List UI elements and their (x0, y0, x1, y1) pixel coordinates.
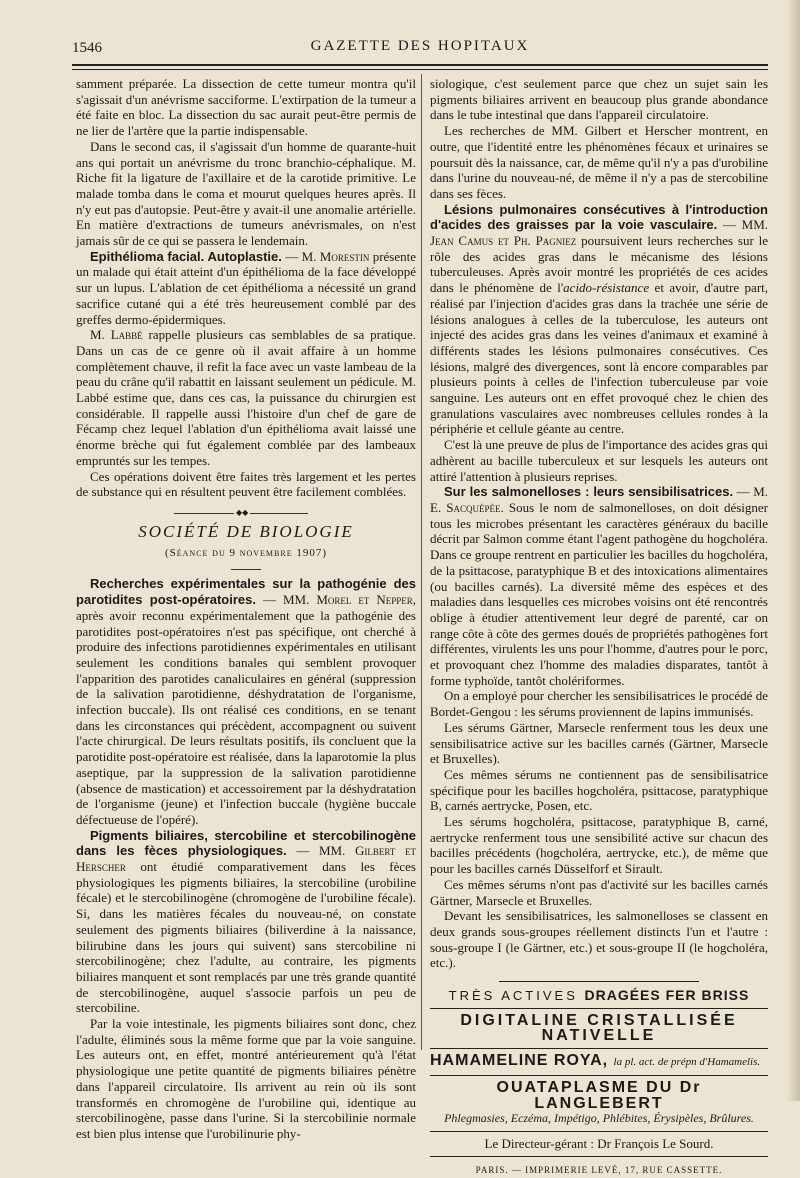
author-name: MM. Jean Camus et Ph. Pagniez (430, 217, 769, 249)
paragraph: Ces opérations doivent être faites très largement et les pertes de substance qui en résultent peuvent être facilement comblées. (76, 468, 416, 500)
ad-prefix: TRÈS ACTIVES (448, 988, 578, 1004)
author-name: MM. Morel et Nepper, (283, 592, 417, 608)
author-name: M. E. Sacquépée. (430, 484, 769, 515)
society-title: SOCIÉTÉ DE BIOLOGIE (138, 521, 354, 541)
section-text: poursuivent leurs recherches sur le rôle des acides gras dans le mécanisme des lésions tuberculeuses. Après avoir montré les propriétés de ces acides dans le phénomène de l' (430, 233, 768, 296)
section-pigments (76, 828, 416, 1016)
paragraph (76, 327, 416, 468)
dash: — (736, 484, 754, 500)
advertisements (430, 981, 768, 1178)
dash: — (263, 592, 283, 608)
section-parotidites (76, 576, 416, 827)
ad-indications: Phlegmasies, Eczéma, Impétigo, Phlébites, Érysipèles, Brûlures. (444, 1111, 754, 1126)
header-rule-top (72, 64, 768, 66)
ad-digitaline: DIGITALINE CRISTALLISÉE NATIVELLE (460, 1011, 738, 1045)
author-name: M. Labbé (90, 327, 143, 343)
section-salmonelloses (430, 484, 768, 688)
paragraph: Les recherches de MM. Gilbert et Herscher montrent, en outre, que l'identité entre les phénomènes fécaux et urinaires se poursuit dès la naissance, car, de même qu'il n'y a pas d'urobiline dans l'urine du nouveau-né, de même il n'y a pas de stercobiline dans ses fèces. (430, 123, 768, 201)
paragraph: Ces mêmes sérums ne contiennent pas de sensibilisatrice spécifique pour les bacilles hogcholéra, psittacose, paratyphique B, carnés aertrycke, Posen, etc. (430, 766, 768, 814)
director-signature: Le Directeur-gérant : Dr François Le Sourd. (484, 1136, 714, 1151)
section-text: rappelle plusieurs cas semblables de sa pratique. Dans un cas de ce genre où il avait affaire à un homme complètement chauve, il refit la face avec un vaste lambeau de la peau du crâne qu'il rabattit en laissant seulement un pédicule. M. Labbé estime que, dans ces cas, la puissance du chirurgien est considérable. Il rappelle aussi l'histoire d'un chef de gare de Fécamp chez lequel l'ablation d'un épithélioma avait laissé une énorme brèche qui fut également comblée par des lambeaux empruntés sur les tempes. (76, 327, 416, 468)
dash: — (296, 843, 319, 859)
section-text: présente un malade qui était atteint d'un épithélioma de la face développé sur un lupus. L'ablation de cet épithélioma a nécessité un grand sacrifice cutané qui a été très heureusement comblé par des greffes dermo-épidermiques. (76, 248, 417, 327)
column-divider (421, 74, 422, 1050)
paragraph: On a employé pour chercher les sensibilisatrices le procédé de Bordet-Gengou : les sérums proviennent de lapins immunisés. (430, 688, 768, 720)
author-name: M. Morestin (301, 248, 370, 264)
dash: — (722, 217, 742, 233)
ad-hamameline (430, 1053, 768, 1071)
section-title: Lésions pulmonaires consécutives à l'introduction d'acides des graisses par la voie vasculaire. (430, 201, 768, 233)
italic-term: acido-résistance (563, 280, 650, 296)
author-name: MM. Gilbert et Herscher (76, 843, 416, 875)
left-column (76, 76, 416, 1142)
short-divider (231, 569, 261, 570)
paragraph: Par la voie intestinale, les pigments biliaires sont donc, chez l'adulte, éliminés sous la même forme que par la voie sanguine. Les auteurs ont, en effet, montré antérieurement qu'à l'état physiologique une petite quantité de pigments biliaires pénètre dans l'appareil circulatoire. Ils arrivent au rein où ils sont transformés en chromogène de l'urobiline qui, identique au stercobilinogène, passe dans l'urine. Si la stercobilinie normale est bien plus intense que l'urobilinurie phy- (76, 1016, 416, 1141)
header-rule-bottom (72, 69, 768, 70)
section-title: Recherches expérimentales sur la pathogénie des parotidites post-opératoires. (76, 576, 416, 608)
ad-divider (430, 1075, 768, 1076)
dash: — (285, 248, 302, 264)
paragraph: Devant les sensibilisatrices, les salmonelloses se classent en deux grands sous-groupes réellement distincts l'un et l'autre : sous-groupe I (le Gärtner, etc.) et sous-groupe II (le hogcholéra, etc.). (430, 908, 768, 971)
ad-divider (499, 981, 699, 982)
ad-brand: HAMAMELINE ROYA, (430, 1052, 609, 1070)
ad-brand: DRAGÉES FER BRISS (584, 987, 750, 1004)
section-lesions-pulmonaires (430, 202, 768, 438)
section-title: Sur les salmonelloses : leurs sensibilisatrices. (444, 484, 734, 500)
paragraph: Dans le second cas, il s'agissait d'un homme de quarante-huit ans qui portait un anévrisme du tronc branchio-céphalique. M. Riche fit la ligature de l'axillaire et de la carotide primitive. Le malade tomba dans le coma et mourut quelques heures après. Il n'y eut pas d'autopsie. Peut-être y avait-il une anomalie artérielle. En matière d'extractions de tumeurs anévrismales, on n'est jamais sûr de ce qui se passera le lendemain. (76, 138, 416, 249)
section-text: après avoir reconnu expérimentalement que la pathogénie des parotidites post-opératoires n'est pas spécifique, ont cherché à produire des infections parotidiennes expérimentales en utilisant seulement les conditions banales qui semblent provoquer l'apparition des parotides canaliculaires en général (suppression de la salivation parotidienne, déshydratation de l'organisme, infection buccale). Ils ont réalisé ces conditions, en se tenant dans les circonstances qui précèdent, accompagnent ou suivent l'acte chirurgical. De leurs résultats positifs, ils concluent que la parotidite post-opératoire est réalisée, dans la laparotomie la plus aseptique, par la suppression de la salivation parotidienne (absence de mastication) et accessoirement par la déshydratation de l'organisme (jeune) et l'infection buccale (hygiène buccale défectueuse de l'opéré). (76, 607, 416, 827)
section-title: Pigments biliaires, stercobiline et stercobilinogène dans les fèces physiologiques. (76, 827, 416, 859)
page-edge-shadow (786, 0, 800, 1101)
paragraph: Ces mêmes sérums n'ont pas d'activité sur les bacilles carnés Gärtner, Marsecle et Bruxelles. (430, 876, 768, 908)
page-number: 1546 (72, 40, 102, 56)
section-text: ont étudié comparativement dans les fèces physiologiques les pigments biliaires, la stercobiline (urobiline fécale) et le stercobilinogène (chromogène de l'urobiline fécale). Si, dans les matières fécales du nouveau-né, on constate seulement des pigments biliaires (biliverdine à la naissance, bilirubine dans les jours qui suivent) sans stercobiline ni stercobilinogène; chez l'adulte, au contraire, les pigments biliaires manquent et sont remplacés par une très grande quantité de stercobilinogène, auquel s'associe parfois un peu de stercobiline. (76, 859, 416, 1016)
ad-ouataplasme: OUATAPLASME DU Dr LANGLEBERT (496, 1078, 702, 1112)
ad-divider (430, 1131, 768, 1132)
page-header (72, 34, 768, 66)
section-text: Sous le nom de salmonelloses, on doit désigner tous les microbes présentant les caractères généraux du bacille décrit par Salmon comme étant l'agent pathogène du hogcholéra. Dans ce groupe rentrent en particulier les bacilles du hogcholéra, de la psittacose, paratyphique B et des intoxications alimentaires (ou bacilles carnés). La diversité même des espèces et des maladies dans lesquelles ces microbes voisins ont été rencontrés oblige à étudier attentivement leur degré de parenté, car on range côte à côte des germes doués de propriétés pathogènes fort différentes, virulents les uns pour l'homme, d'autres pour le porc, et provoquant chez l'homme des maladies disparates, tantôt à forme typhoïde, tantôt cholériformes. (430, 499, 768, 688)
section-epithelioma (76, 249, 416, 328)
journal-title: GAZETTE DES HOPITAUX (310, 38, 530, 54)
paragraph: samment préparée. La dissection de cette tumeur montra qu'il s'agissait d'un anévrisme sacciforme. L'extirpation de la tumeur a été faite en bloc. La dissection du sac aurait peut-être permis de ne lier de l'artère que la partie indispensable. (76, 76, 416, 139)
section-text: et avoir, d'autre part, réalisé par l'injection d'acides gras dans la trachée une série de lésions analogues à celles de la tuberculose, les auteurs ont injecté des acides gras dans les veines d'animaux et examiné à différents stades les lésions pulmonaires consécutives. Ces lésions, malgré des divergences, sont là encore comparables par plusieurs points à celles de l'infection tuberculeuse par voie sanguine. Les auteurs ont en effet provoqué chez le chien des granulations vasculaires avec nombreuses cellules rondes à la périphérie et cellule géante au centre. (430, 280, 769, 437)
paragraph: siologique, c'est seulement parce que chez un sujet sain les pigments biliaires arrivent en beaucoup plus grande abondance dans le tube intestinal que dans l'appareil circulatoire. (430, 76, 768, 123)
ad-dragees (430, 988, 768, 1004)
right-column (430, 76, 768, 1178)
ad-tagline: la pl. act. de prépn d'Hamamelis. (613, 1056, 761, 1069)
ad-divider (430, 1156, 768, 1157)
paragraph: Les sérums Gärtner, Marsecle renferment tous les deux une sensibilisatrice active sur les bacilles carnés (Gärtner, Marsecle et Bruxelles). (430, 719, 768, 767)
ad-divider (430, 1048, 768, 1049)
ad-divider (430, 1008, 768, 1009)
ornament-divider (76, 510, 416, 518)
paragraph: C'est là une preuve de plus de l'importance des acides gras qui adhèrent au bacille tuberculeux et sur lesquels les auteurs ont attiré l'attention à plusieurs reprises. (430, 437, 768, 484)
paragraph: Les sérums hogcholéra, psittacose, paratyphique B, carné, aertrycke renferment tous une sensibilité active sur chacun des bacilles précédents (hogcholéra, aertrycke, etc.), de même que pour les bacilles carnés Düsselforf et Sirault. (430, 814, 768, 877)
session-date: (Séance du 9 novembre 1907) (164, 546, 328, 559)
section-title: Epithélioma facial. Autoplastie. (90, 248, 282, 264)
printer-imprint: PARIS. — IMPRIMERIE LEVÉ, 17, RUE CASSETTE. (475, 1164, 723, 1175)
